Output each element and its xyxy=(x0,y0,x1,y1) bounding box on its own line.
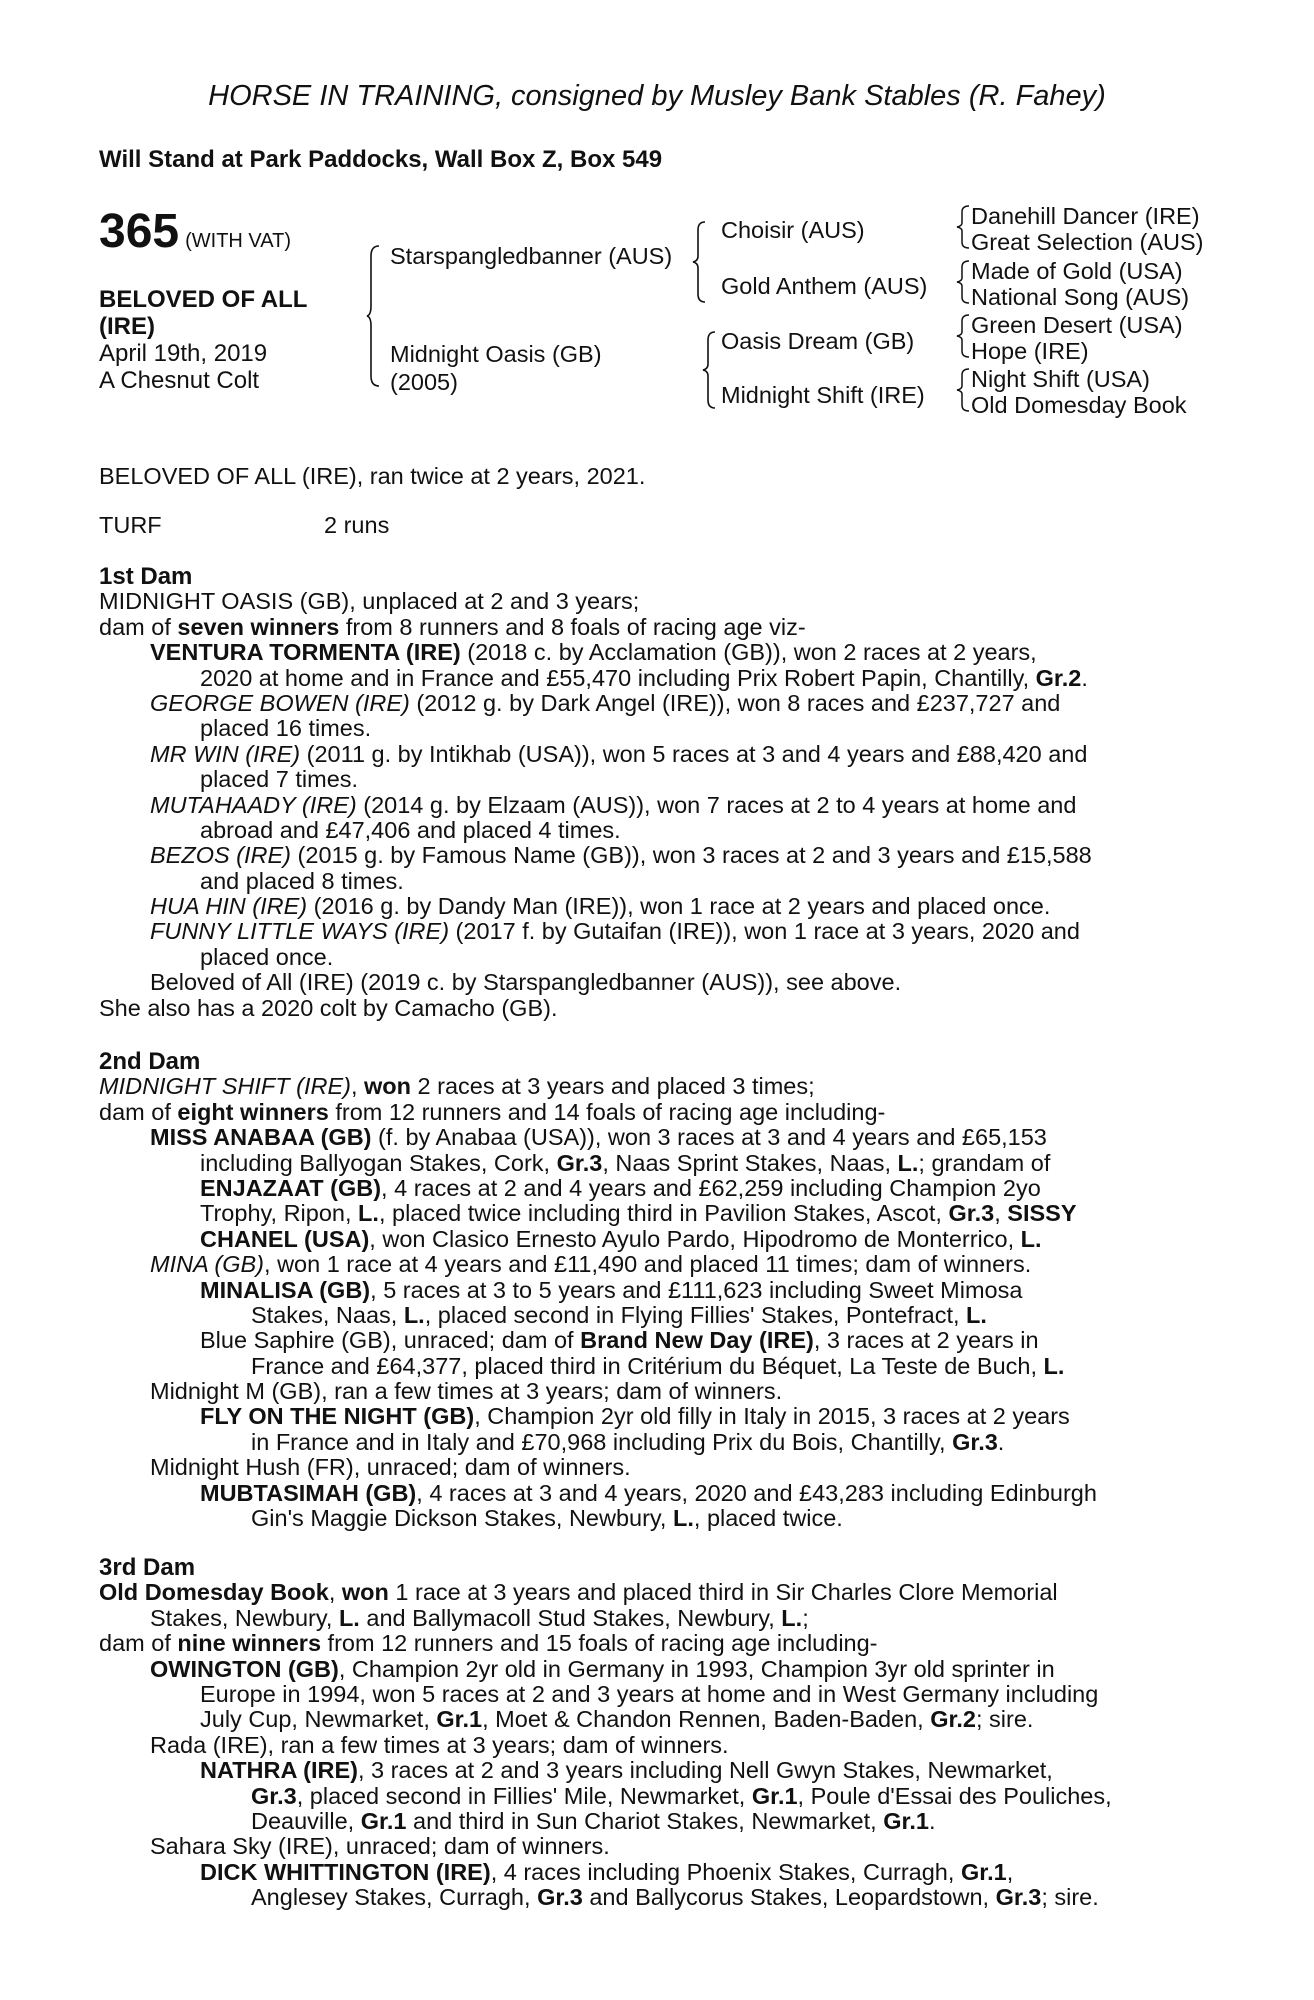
second-dam-section xyxy=(99,1049,1201,1531)
produce-blue-saphire xyxy=(99,1328,1201,1353)
text-run: , xyxy=(994,1200,1008,1227)
text-run: , 4 races at 2 and 4 years and £62,259 including Champion 2yo xyxy=(381,1174,1041,1201)
produce-mubtasimah-cont xyxy=(99,1506,1201,1531)
lot-number xyxy=(99,204,291,259)
text-run: Stakes, Naas, xyxy=(251,1301,404,1328)
produce-funny-cont: placed once. xyxy=(200,943,334,970)
text-run: , Moet & Chandon Rennen, Baden-Baden, xyxy=(482,1706,931,1733)
produce-owington-cont: Europe in 1994, won 5 races at 2 and 3 years at home and in West Germany including xyxy=(200,1680,1099,1707)
third-dam-line-cont xyxy=(99,1606,1201,1631)
produce-rada: Rada (IRE), ran a few times at 3 years; dam of winners. xyxy=(150,1731,729,1758)
text-run: , 4 races at 3 and 4 years, 2020 and £43,283 including Edinburgh xyxy=(416,1479,1097,1506)
text-run: Gr.1 xyxy=(960,1858,1007,1885)
race-record xyxy=(99,464,1201,489)
text-run: , 3 races at 2 years in xyxy=(813,1327,1039,1354)
text-run: Brand New Day (IRE) xyxy=(580,1327,814,1354)
turf-label: TURF xyxy=(99,512,162,538)
produce-minalisa xyxy=(99,1278,1201,1303)
text-run: MINA (GB) xyxy=(150,1251,265,1278)
text-run: in France and in Italy and £70,968 including Prix du Bois, Chantilly, xyxy=(251,1428,953,1455)
produce-mutahaady xyxy=(99,793,1201,818)
pedigree-dam-sire: Oasis Dream (GB) xyxy=(721,328,915,354)
text-run: from 12 runners and 15 foals of racing age including- xyxy=(321,1630,878,1657)
produce-blue-saphire-cont xyxy=(99,1354,1201,1379)
text-run: MISS ANABAA (GB) xyxy=(150,1124,372,1151)
produce-miss-anabaa xyxy=(99,1125,1201,1150)
text-run: 2020 at home and in France and £55,470 including Prix Robert Papin, Chantilly, xyxy=(200,664,1036,691)
horse-name-suffix: (IRE) xyxy=(99,313,155,340)
text-run: (2017 f. by Gutaifan (IRE)), won 1 race at 3 years, 2020 and xyxy=(449,918,1080,945)
first-dam-heading: 1st Dam xyxy=(99,563,193,590)
produce-funny xyxy=(99,919,1201,944)
produce-enjazaat xyxy=(99,1176,1201,1201)
produce-ventura-cont: 2020 at home and in France and £55,470 including Prix Robert Papin, Chantilly, Gr.2. xyxy=(200,664,1088,691)
text-run: Gr.3 xyxy=(995,1884,1042,1911)
text-run: BEZOS (IRE) xyxy=(150,842,292,869)
text-run: (2012 g. by Dark Angel (IRE)), won 8 races and £237,727 and xyxy=(409,689,1061,716)
produce-beloved: Beloved of All (IRE) (2019 c. by Starspangledbanner (AUS)), see above. xyxy=(150,969,902,996)
text-run: dam of xyxy=(99,1098,178,1125)
text-run: Gr.3 xyxy=(556,1149,603,1176)
text-run: from 12 runners and 14 foals of racing age including- xyxy=(328,1098,886,1125)
text-run: L. xyxy=(897,1149,919,1176)
first-dam-produce-line xyxy=(99,615,1201,640)
text-run: (2016 g. by Dandy Man (IRE)), won 1 race at 2 years and placed once. xyxy=(307,893,1051,920)
text-run: , placed twice including third in Pavilion Stakes, Ascot, xyxy=(378,1200,949,1227)
text-run: , placed second in Flying Fillies' Stakes, Pontefract, xyxy=(424,1301,967,1328)
text-run: Gr.3 xyxy=(948,1200,995,1227)
produce-mrwin-cont: placed 7 times. xyxy=(200,766,359,793)
second-dam-produce-line xyxy=(99,1100,1201,1125)
produce-nathra-cont xyxy=(99,1784,1201,1809)
text-run: SISSY xyxy=(1007,1200,1077,1227)
second-dam-line xyxy=(99,1074,1201,1099)
text-run: Gr.1 xyxy=(436,1706,483,1733)
stand-location: Will Stand at Park Paddocks, Wall Box Z, Box 549 xyxy=(99,146,663,173)
text-run: dam of xyxy=(99,1630,178,1657)
pedigree-brace-sire xyxy=(692,220,706,304)
text-run: , won 1 race at 4 years and £11,490 and placed 11 times; dam of winners. xyxy=(264,1251,1032,1278)
text-run: Anglesey Stakes, Curragh, xyxy=(251,1884,538,1911)
text-run: Gr.2 xyxy=(930,1706,976,1733)
text-run: NATHRA (IRE) xyxy=(200,1757,358,1784)
text-run: ; grandam of xyxy=(918,1149,1051,1176)
foaling-date: April 19th, 2019 xyxy=(99,340,268,367)
text-run: , Poule d'Essai des Pouliches, xyxy=(797,1782,1112,1809)
produce-owington-cont2 xyxy=(99,1707,1201,1732)
pedigree-brace-main xyxy=(366,244,380,388)
text-run: Gin's Maggie Dickson Stakes, Newbury, xyxy=(251,1505,673,1532)
produce-minalisa-cont xyxy=(99,1303,1201,1328)
pedigree-brace-4 xyxy=(956,367,970,413)
pedigree-brace-dam xyxy=(702,330,716,410)
vat-note: (WITH VAT) xyxy=(185,230,291,252)
produce-bezos xyxy=(99,843,1201,868)
text-run: Blue Saphire (GB), unraced; dam of xyxy=(200,1327,581,1354)
text-run: dam of xyxy=(99,613,178,640)
turf-runs: 2 runs xyxy=(324,512,390,538)
text-run: (2015 g. by Famous Name (GB)), won 3 races at 2 and 3 years and £15,588 xyxy=(291,842,1092,869)
text-run: (2011 g. by Intikhab (USA)), won 5 races at 3 and 4 years and £88,420 and xyxy=(300,740,1088,767)
pedigree-brace-3 xyxy=(956,313,970,359)
produce-ventura xyxy=(99,640,1201,665)
produce-midnight-m: Midnight M (GB), ran a few times at 3 years; dam of winners. xyxy=(150,1378,783,1405)
pedigree-brace-2 xyxy=(956,259,970,305)
produce-george xyxy=(99,691,1201,716)
produce-bezos-cont: and placed 8 times. xyxy=(200,867,404,894)
produce-george-cont: placed 16 times. xyxy=(200,715,372,742)
produce-dick-cont xyxy=(99,1885,1201,1910)
produce-sissy-chanel xyxy=(99,1227,1201,1252)
text-run: eight winners xyxy=(177,1098,329,1125)
text-run: , 3 races at 2 and 3 years including Nell Gwyn Stakes, Newmarket, xyxy=(357,1757,1053,1784)
text-run: from 8 runners and 8 foals of racing age viz- xyxy=(339,613,806,640)
horse-details xyxy=(99,286,364,394)
text-run: Gr.3 xyxy=(952,1428,998,1455)
produce-nathra-cont2: Deauville, Gr.1 and third in Sun Chariot Stakes, Newmarket, Gr.1. xyxy=(251,1807,936,1834)
first-dam-line: MIDNIGHT OASIS (GB), unplaced at 2 and 3 years; xyxy=(99,588,640,615)
text-run: Gr.1 xyxy=(751,1782,798,1809)
text-run: Deauville, xyxy=(251,1807,361,1834)
produce-nathra xyxy=(99,1758,1201,1783)
text-run: , 4 races including Phoenix Stakes, Curragh, xyxy=(490,1858,961,1885)
produce-mina xyxy=(99,1252,1201,1277)
text-run: VENTURA TORMENTA (IRE) xyxy=(150,639,461,666)
lot-number-value: 365 xyxy=(99,205,180,258)
third-dam-heading: 3rd Dam xyxy=(99,1554,196,1581)
text-run: , xyxy=(350,1073,365,1100)
text-run: FUNNY LITTLE WAYS (IRE) xyxy=(150,918,450,945)
horse-description: A Chesnut Colt xyxy=(99,367,260,394)
text-run: CHANEL (USA) xyxy=(200,1225,370,1252)
text-run: won xyxy=(364,1073,412,1100)
text-run: L. xyxy=(1020,1225,1042,1252)
produce-enjazaat-cont xyxy=(99,1201,1201,1226)
pedigree-dam-year: (2005) xyxy=(390,369,458,395)
text-run: Gr.1 xyxy=(883,1807,929,1834)
text-run: L. xyxy=(403,1301,425,1328)
pedigree-ggp-4: National Song (AUS) xyxy=(971,284,1190,310)
text-run: L. xyxy=(966,1301,987,1328)
text-run: , xyxy=(328,1579,342,1606)
pedigree-brace-1 xyxy=(956,204,970,250)
second-dam-heading: 2nd Dam xyxy=(99,1048,201,1075)
text-run: Gr.3 xyxy=(537,1884,583,1911)
produce-mrwin xyxy=(99,742,1201,767)
produce-midnight-hush: Midnight Hush (FR), unraced; dam of winners. xyxy=(150,1454,631,1481)
pedigree-dam: Midnight Oasis (GB) xyxy=(390,341,602,367)
text-run: MUBTASIMAH (GB) xyxy=(200,1479,417,1506)
text-run: Trophy, Ripon, xyxy=(200,1200,359,1227)
pedigree-ggp-5: Green Desert (USA) xyxy=(971,312,1183,338)
produce-mutahaady-cont: abroad and £47,406 and placed 4 times. xyxy=(200,816,621,843)
produce-dick-whittington: DICK WHITTINGTON (IRE), 4 races including Phoenix Stakes, Curragh, Gr.1, xyxy=(200,1858,1014,1885)
text-run: 2 races at 3 years and placed 3 times; xyxy=(411,1073,815,1100)
pedigree-dam-dam: Midnight Shift (IRE) xyxy=(721,382,925,408)
third-dam-line xyxy=(99,1580,1201,1605)
text-run: nine winners xyxy=(177,1630,322,1657)
text-run: ; xyxy=(802,1604,809,1631)
text-run: Gr.2 xyxy=(1035,664,1082,691)
text-run: MUTAHAADY (IRE) xyxy=(150,791,357,818)
text-run: OWINGTON (GB) xyxy=(150,1655,339,1682)
text-run: Stakes, Newbury, xyxy=(150,1604,339,1631)
text-run: , won Clasico Ernesto Ayulo Pardo, Hipodromo de Monterrico, xyxy=(369,1225,1021,1252)
text-run: L. xyxy=(338,1604,360,1631)
pedigree-ggp-7: Night Shift (USA) xyxy=(971,366,1150,392)
produce-owington xyxy=(99,1657,1201,1682)
text-run: ENJAZAAT (GB) xyxy=(200,1174,382,1201)
text-run: (2014 g. by Elzaam (AUS)), won 7 races at 2 to 4 years at home and xyxy=(356,791,1077,818)
third-dam-section xyxy=(99,1555,1201,1910)
text-run: (f. by Anabaa (USA)), won 3 races at 3 and 4 years and £65,153 xyxy=(371,1124,1047,1151)
pedigree-sire-dam: Gold Anthem (AUS) xyxy=(721,273,928,299)
pedigree-ggp-1: Danehill Dancer (IRE) xyxy=(971,203,1200,229)
text-run: HUA HIN (IRE) xyxy=(150,893,308,920)
race-record-text: BELOVED OF ALL (IRE), ran twice at 2 years, 2021. xyxy=(99,463,646,489)
text-run: L. xyxy=(1043,1352,1065,1379)
text-run: L. xyxy=(673,1505,694,1532)
text-run: ; sire. xyxy=(975,1706,1034,1733)
text-run: July Cup, Newmarket, xyxy=(200,1706,437,1733)
text-run: , 5 races at 3 to 5 years and £111,623 including Sweet Mimosa xyxy=(370,1276,1023,1303)
third-dam-produce-line xyxy=(99,1631,1201,1656)
produce-mubtasimah xyxy=(99,1481,1201,1506)
text-run: , placed second in Fillies' Mile, Newmarket, xyxy=(296,1782,752,1809)
pedigree-sire-sire: Choisir (AUS) xyxy=(721,217,865,243)
text-run: 1 race at 3 years and placed third in Sir Charles Clore Memorial xyxy=(388,1579,1058,1606)
text-run: seven winners xyxy=(177,613,340,640)
text-run: L. xyxy=(358,1200,379,1227)
text-run: including Ballyogan Stakes, Cork, xyxy=(200,1149,557,1176)
pedigree-ggp-2: Great Selection (AUS) xyxy=(971,229,1204,255)
horse-name: BELOVED OF ALL xyxy=(99,286,308,313)
text-run: GEORGE BOWEN (IRE) xyxy=(150,689,410,716)
produce-miss-anabaa-cont xyxy=(99,1151,1201,1176)
text-run: MINALISA (GB) xyxy=(200,1276,371,1303)
text-run: and Ballycorus Stakes, Leopardstown, xyxy=(582,1884,996,1911)
produce-sahara-sky: Sahara Sky (IRE), unraced; dam of winners. xyxy=(150,1833,610,1860)
produce-hua-hin xyxy=(99,894,1201,919)
first-dam-section xyxy=(99,564,1201,1021)
text-run: , Champion 2yr old in Germany in 1993, Champion 3yr old sprinter in xyxy=(338,1655,1055,1682)
pedigree-ggp-8: Old Domesday Book xyxy=(971,392,1187,418)
text-run: ; sire. xyxy=(1041,1884,1099,1911)
text-run: FLY ON THE NIGHT (GB) xyxy=(200,1403,475,1430)
text-run: and third in Sun Chariot Stakes, Newmarket, xyxy=(406,1807,884,1834)
first-dam-note: She also has a 2020 colt by Camacho (GB). xyxy=(99,994,558,1021)
text-run: , Champion 2yr old filly in Italy in 2015, 3 races at 2 years xyxy=(474,1403,1070,1430)
produce-fly-on-the-night xyxy=(99,1404,1201,1429)
turf-record xyxy=(99,513,1201,538)
pedigree-ggp-6: Hope (IRE) xyxy=(971,338,1089,364)
text-run: Old Domesday Book xyxy=(99,1579,329,1606)
text-run: Gr.1 xyxy=(360,1807,407,1834)
text-run: , Naas Sprint Stakes, Naas, xyxy=(602,1149,898,1176)
text-run: L. xyxy=(781,1604,803,1631)
page-title: HORSE IN TRAINING, consigned by Musley Bank Stables (R. Fahey) xyxy=(208,80,1106,112)
text-run: MIDNIGHT SHIFT (IRE) xyxy=(99,1073,351,1100)
produce-fly-cont: in France and in Italy and £70,968 including Prix du Bois, Chantilly, Gr.3. xyxy=(251,1428,1005,1455)
text-run: France and £64,377, placed third in Critérium du Béquet, La Teste de Buch, xyxy=(251,1352,1044,1379)
text-run: DICK WHITTINGTON (IRE) xyxy=(200,1858,491,1885)
text-run: , placed twice. xyxy=(693,1505,843,1532)
pedigree-ggp-3: Made of Gold (USA) xyxy=(971,258,1183,284)
text-run: won xyxy=(341,1579,389,1606)
text-run: MR WIN (IRE) xyxy=(150,740,301,767)
pedigree-sire: Starspangledbanner (AUS) xyxy=(390,243,673,269)
text-run: (2018 c. by Acclamation (GB)), won 2 races at 2 years, xyxy=(460,639,1037,666)
text-run: and Ballymacoll Stud Stakes, Newbury, xyxy=(359,1604,782,1631)
text-run: Gr.3 xyxy=(251,1782,297,1809)
